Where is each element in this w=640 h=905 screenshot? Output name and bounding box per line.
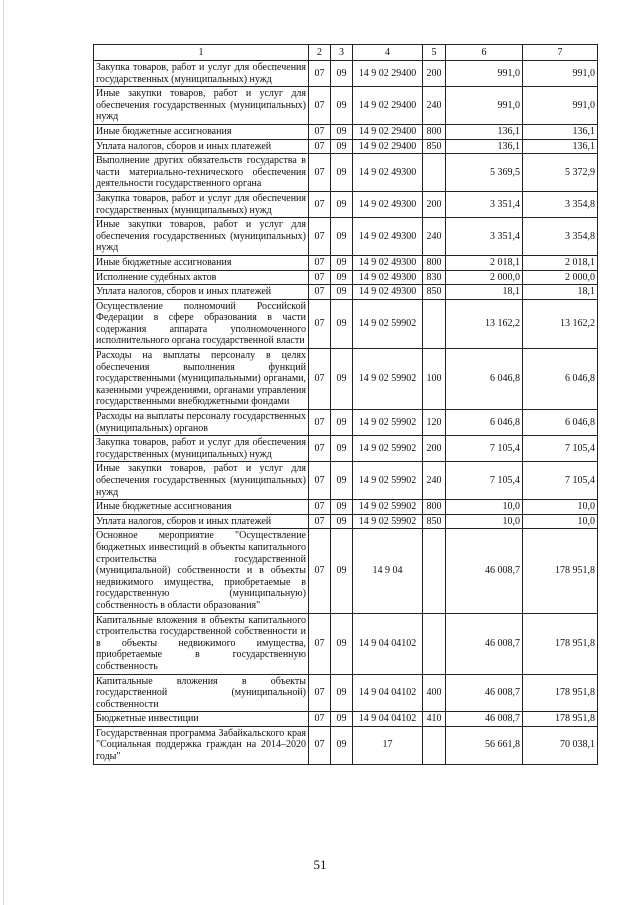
subsection-code: 09 (331, 349, 353, 410)
target-article-code: 14 9 02 29400 (353, 124, 423, 139)
section-code: 07 (309, 514, 331, 529)
subsection-code: 09 (331, 514, 353, 529)
subsection-code: 09 (331, 726, 353, 764)
section-code: 07 (309, 87, 331, 125)
expense-type-code: 400 (423, 674, 446, 712)
amount-year-1: 6 046,8 (446, 349, 523, 410)
row-name: Закупка товаров, работ и услуг для обеспечения государственных (муниципальных) нужд (94, 191, 309, 217)
section-code: 07 (309, 529, 331, 613)
amount-year-1: 136,1 (446, 139, 523, 154)
amount-year-2: 6 046,8 (523, 349, 598, 410)
row-name: Закупка товаров, работ и услуг для обеспечения государственных (муниципальных) нужд (94, 61, 309, 87)
section-code: 07 (309, 191, 331, 217)
section-code: 07 (309, 613, 331, 674)
section-code: 07 (309, 61, 331, 87)
expense-type-code: 850 (423, 139, 446, 154)
subsection-code: 09 (331, 674, 353, 712)
amount-year-1: 7 105,4 (446, 462, 523, 500)
subsection-code: 09 (331, 410, 353, 436)
row-name: Бюджетные инвестиции (94, 712, 309, 727)
header-cell: 1 (94, 45, 309, 61)
amount-year-2: 5 372,9 (523, 154, 598, 192)
section-code: 07 (309, 139, 331, 154)
subsection-code: 09 (331, 285, 353, 300)
section-code: 07 (309, 410, 331, 436)
row-name: Иные бюджетные ассигнования (94, 255, 309, 270)
table-row (94, 124, 598, 139)
table-row (94, 410, 598, 436)
expense-type-code (423, 154, 446, 192)
header-cell: 5 (423, 45, 446, 61)
section-code: 07 (309, 299, 331, 348)
page-number: 51 (313, 857, 327, 872)
amount-year-2: 178 951,8 (523, 529, 598, 613)
row-name: Иные бюджетные ассигнования (94, 124, 309, 139)
target-article-code: 14 9 02 49300 (353, 154, 423, 192)
section-code: 07 (309, 285, 331, 300)
section-code: 07 (309, 218, 331, 256)
amount-year-2: 2 018,1 (523, 255, 598, 270)
row-name: Капитальные вложения в объекты капитального строительства государственной собственности и в объекты недвижимого имущества, приобретаемые в государственную собственность (94, 613, 309, 674)
subsection-code: 09 (331, 529, 353, 613)
table-row (94, 514, 598, 529)
amount-year-2: 178 951,8 (523, 674, 598, 712)
target-article-code: 14 9 02 59902 (353, 410, 423, 436)
target-article-code: 14 9 02 59902 (353, 349, 423, 410)
amount-year-2: 70 038,1 (523, 726, 598, 764)
table-row (94, 436, 598, 462)
budget-table (93, 44, 598, 765)
expense-type-code: 200 (423, 61, 446, 87)
amount-year-1: 10,0 (446, 514, 523, 529)
table-row (94, 87, 598, 125)
amount-year-1: 3 351,4 (446, 218, 523, 256)
expense-type-code: 410 (423, 712, 446, 727)
target-article-code: 14 9 02 59902 (353, 436, 423, 462)
row-name: Выполнение других обязательств государства в части материально-технического обеспечения деятельности государственного органа (94, 154, 309, 192)
section-code: 07 (309, 349, 331, 410)
amount-year-1: 46 008,7 (446, 712, 523, 727)
amount-year-1: 991,0 (446, 61, 523, 87)
table-row (94, 349, 598, 410)
amount-year-2: 3 354,8 (523, 218, 598, 256)
section-code: 07 (309, 124, 331, 139)
amount-year-2: 2 000,0 (523, 270, 598, 285)
amount-year-1: 56 661,8 (446, 726, 523, 764)
amount-year-1: 46 008,7 (446, 529, 523, 613)
table-row (94, 255, 598, 270)
amount-year-2: 10,0 (523, 514, 598, 529)
section-code: 07 (309, 270, 331, 285)
amount-year-1: 7 105,4 (446, 436, 523, 462)
amount-year-2: 178 951,8 (523, 712, 598, 727)
amount-year-2: 991,0 (523, 87, 598, 125)
subsection-code: 09 (331, 61, 353, 87)
row-name: Государственная программа Забайкальского края "Социальная поддержка граждан на 2014–2020 годы" (94, 726, 309, 764)
subsection-code: 09 (331, 218, 353, 256)
amount-year-2: 991,0 (523, 61, 598, 87)
amount-year-1: 5 369,5 (446, 154, 523, 192)
row-name: Исполнение судебных актов (94, 270, 309, 285)
row-name: Уплата налогов, сборов и иных платежей (94, 139, 309, 154)
expense-type-code (423, 299, 446, 348)
target-article-code: 14 9 02 49300 (353, 218, 423, 256)
amount-year-1: 18,1 (446, 285, 523, 300)
row-name: Уплата налогов, сборов и иных платежей (94, 514, 309, 529)
expense-type-code: 850 (423, 514, 446, 529)
expense-type-code: 200 (423, 191, 446, 217)
expense-type-code (423, 613, 446, 674)
header-cell: 2 (309, 45, 331, 61)
table-row (94, 270, 598, 285)
table-row (94, 191, 598, 217)
amount-year-1: 46 008,7 (446, 674, 523, 712)
row-name: Расходы на выплаты персоналу в целях обеспечения выполнения функций государственными (муниципальными) органами, казенными учреждениями, органами управления государственными внебюджетными фондами (94, 349, 309, 410)
subsection-code: 09 (331, 191, 353, 217)
table-row (94, 285, 598, 300)
expense-type-code: 800 (423, 500, 446, 515)
target-article-code: 14 9 02 59902 (353, 462, 423, 500)
expense-type-code: 800 (423, 124, 446, 139)
subsection-code: 09 (331, 270, 353, 285)
target-article-code: 14 9 02 49300 (353, 285, 423, 300)
subsection-code: 09 (331, 299, 353, 348)
row-name: Уплата налогов, сборов и иных платежей (94, 285, 309, 300)
expense-type-code: 240 (423, 462, 446, 500)
amount-year-2: 10,0 (523, 500, 598, 515)
amount-year-2: 7 105,4 (523, 462, 598, 500)
subsection-code: 09 (331, 462, 353, 500)
target-article-code: 17 (353, 726, 423, 764)
expense-type-code: 850 (423, 285, 446, 300)
subsection-code: 09 (331, 436, 353, 462)
amount-year-2: 136,1 (523, 139, 598, 154)
amount-year-1: 2 018,1 (446, 255, 523, 270)
target-article-code: 14 9 02 29400 (353, 139, 423, 154)
table-row (94, 529, 598, 613)
amount-year-1: 13 162,2 (446, 299, 523, 348)
expense-type-code: 240 (423, 87, 446, 125)
section-code: 07 (309, 255, 331, 270)
header-cell: 4 (353, 45, 423, 61)
amount-year-1: 10,0 (446, 500, 523, 515)
expense-type-code: 830 (423, 270, 446, 285)
section-code: 07 (309, 436, 331, 462)
target-article-code: 14 9 04 04102 (353, 674, 423, 712)
amount-year-1: 136,1 (446, 124, 523, 139)
section-code: 07 (309, 726, 331, 764)
header-cell: 6 (446, 45, 523, 61)
table-row (94, 726, 598, 764)
row-name: Расходы на выплаты персоналу государственных (муниципальных) органов (94, 410, 309, 436)
subsection-code: 09 (331, 87, 353, 125)
target-article-code: 14 9 04 04102 (353, 613, 423, 674)
table-body (94, 61, 598, 765)
row-name: Иные закупки товаров, работ и услуг для обеспечения государственных (муниципальных) нужд (94, 218, 309, 256)
expense-type-code: 240 (423, 218, 446, 256)
amount-year-2: 6 046,8 (523, 410, 598, 436)
scan-edge (3, 0, 4, 905)
target-article-code: 14 9 04 04102 (353, 712, 423, 727)
row-name: Капитальные вложения в объекты государственной (муниципальной) собственности (94, 674, 309, 712)
amount-year-2: 18,1 (523, 285, 598, 300)
amount-year-1: 6 046,8 (446, 410, 523, 436)
section-code: 07 (309, 500, 331, 515)
section-code: 07 (309, 462, 331, 500)
table-row (94, 462, 598, 500)
subsection-code: 09 (331, 124, 353, 139)
target-article-code: 14 9 04 (353, 529, 423, 613)
section-code: 07 (309, 712, 331, 727)
table-row (94, 299, 598, 348)
row-name: Иные бюджетные ассигнования (94, 500, 309, 515)
table-row (94, 61, 598, 87)
amount-year-2: 178 951,8 (523, 613, 598, 674)
target-article-code: 14 9 02 49300 (353, 255, 423, 270)
row-name: Иные закупки товаров, работ и услуг для обеспечения государственных (муниципальных) нужд (94, 87, 309, 125)
row-name: Осуществление полномочий Российской Федерации в сфере образования в части содержания аппарата уполномоченного исполнительного органа государственной власти (94, 299, 309, 348)
expense-type-code (423, 726, 446, 764)
target-article-code: 14 9 02 59902 (353, 514, 423, 529)
header-cell: 3 (331, 45, 353, 61)
table-row (94, 139, 598, 154)
expense-type-code: 800 (423, 255, 446, 270)
subsection-code: 09 (331, 613, 353, 674)
subsection-code: 09 (331, 139, 353, 154)
subsection-code: 09 (331, 154, 353, 192)
expense-type-code (423, 529, 446, 613)
subsection-code: 09 (331, 255, 353, 270)
row-name: Основное мероприятие "Осуществление бюджетных инвестиций в объекты капитального строительства государственной (муниципальной) собственности и в объекты недвижимого имущества, приобретаемые в государственную (муниципальную) собственность в области образования" (94, 529, 309, 613)
amount-year-1: 2 000,0 (446, 270, 523, 285)
amount-year-1: 46 008,7 (446, 613, 523, 674)
target-article-code: 14 9 02 59902 (353, 299, 423, 348)
expense-type-code: 100 (423, 349, 446, 410)
section-code: 07 (309, 154, 331, 192)
amount-year-2: 7 105,4 (523, 436, 598, 462)
row-name: Иные закупки товаров, работ и услуг для обеспечения государственных (муниципальных) нужд (94, 462, 309, 500)
table-row (94, 500, 598, 515)
target-article-code: 14 9 02 29400 (353, 87, 423, 125)
target-article-code: 14 9 02 59902 (353, 500, 423, 515)
expense-type-code: 120 (423, 410, 446, 436)
table-row (94, 218, 598, 256)
header-row (94, 45, 598, 61)
table-row (94, 613, 598, 674)
target-article-code: 14 9 02 49300 (353, 191, 423, 217)
subsection-code: 09 (331, 712, 353, 727)
target-article-code: 14 9 02 29400 (353, 61, 423, 87)
amount-year-1: 3 351,4 (446, 191, 523, 217)
expense-type-code: 200 (423, 436, 446, 462)
amount-year-1: 991,0 (446, 87, 523, 125)
header-cell: 7 (523, 45, 598, 61)
amount-year-2: 136,1 (523, 124, 598, 139)
target-article-code: 14 9 02 49300 (353, 270, 423, 285)
amount-year-2: 13 162,2 (523, 299, 598, 348)
subsection-code: 09 (331, 500, 353, 515)
section-code: 07 (309, 674, 331, 712)
table-row (94, 154, 598, 192)
amount-year-2: 3 354,8 (523, 191, 598, 217)
table-row (94, 674, 598, 712)
table-row (94, 712, 598, 727)
row-name: Закупка товаров, работ и услуг для обеспечения государственных (муниципальных) нужд (94, 436, 309, 462)
